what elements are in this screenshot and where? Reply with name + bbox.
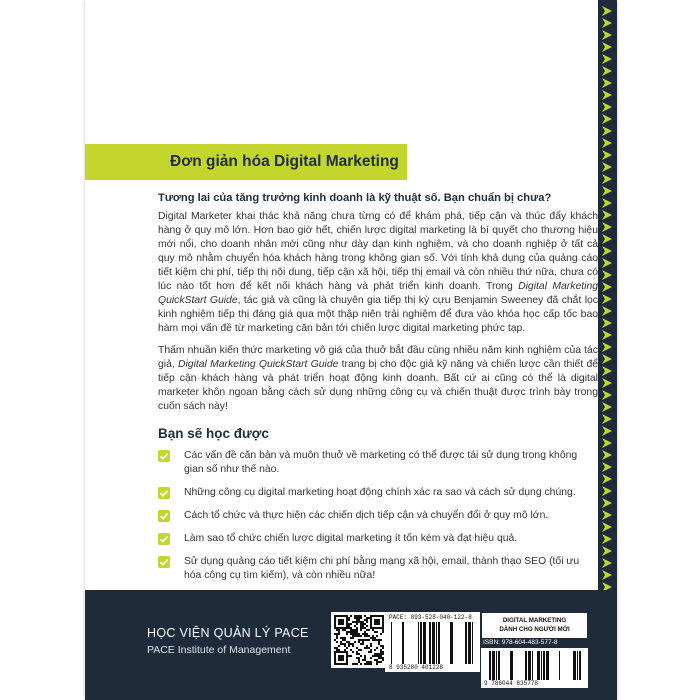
isbn-barcode [481,648,588,688]
learn-item-text: Làm sao tổ chức chiến lược digital marketing ít tốn kém và đạt hiệu quả. [184,533,518,544]
learn-item [158,509,598,523]
check-icon [158,556,170,568]
isbn-barcode-number: 9 786044 835778 [484,680,539,687]
book-title-line-2: DÀNH CHO NGƯỜI MỚI [499,626,570,633]
learn-item-text: Sử dụng quảng cáo tiết kiệm chi phí bằng mạng xã hội, email, thành thạo SEO (tối ưu hóa công cụ tìm kiếm), và còn nhiều nữa! [184,556,580,581]
learn-item-text: Những công cụ digital marketing hoạt động chính xác ra sao và cách sử dụng chúng. [184,487,576,498]
footer-band [85,590,617,700]
learn-item [158,449,598,477]
check-icon [158,533,170,545]
learn-item [158,532,598,546]
qr-pattern [334,615,384,665]
paragraph-2 [158,344,598,414]
check-icon [158,510,170,522]
publisher-name: HỌC VIỆN QUẢN LÝ PACE [147,626,309,640]
title-banner [85,144,407,180]
paragraph-1-text-b: , tác giả và cũng là chuyên gia tiếp thị kỳ cựu Benjamin Sweeney đã chắt lọc kinh nghiệm tiếp thị đáng giá qua một thập niên trải nghiệm để đưa vào khóa học cấp tốc bao hàm mọi vấn đề từ marketing căn bản tới chiến lược digital marketing phức tạp. [158,295,598,334]
learn-list [158,449,598,583]
chevron-strip [598,0,617,590]
banner-title: Đơn giản hóa Digital Marketing [170,153,399,170]
paragraph-1-text-a: Digital Marketer khai thác khả năng chưa từng có để khám phá, tiếp cận và thúc đẩy khách hàng ở quy mô lớn. Hơn bao giờ hết, chiến lược digital marketing là bí quyết cho thương hiệu mới nổi, cho doanh nhân mới cũng như dày dạn kinh nghiệm, và cho doanh nghiệp ở tất cả quy mô nhằm chuyển hóa khách hàng trong không gian số. Với tính khả dụng của quảng cáo tiết kiệm chi phí, tiếp thị nội dung, tiếp cận xã hội, tiếp thị email và còn nhiều thứ nữa, chưa có lúc nào tốt hơn để kết nối khách hàng và phát triển kinh doanh. Trong [158,211,598,292]
check-icon [158,450,170,462]
learn-item-text: Cách tổ chức và thực hiện các chiến dịch tiếp cận và chuyển đổi ở quy mô lớn. [184,510,549,521]
book-back-cover [85,0,617,700]
paragraph-1-book-title: Digital Marketing QuickStart Guide [158,281,598,306]
isbn-text: ISBN: 978-604-483-577-8 [483,639,558,646]
book-title-line-1: DIGITAL MARKETING [502,617,567,624]
book-title-box [481,612,588,639]
pace-barcode-label: PACE: 893-528-040-122-8 [389,614,472,621]
chevron-pattern [598,0,617,590]
pace-barcode-bars [385,612,480,672]
qr-code [331,612,387,668]
paragraph-2-text-a: Thấm nhuần kiến thức marketing vô giá của thuở bắt đầu cùng nhiều năm kinh nghiệm của tác giả, [158,345,598,370]
paragraph-2-book-title: Digital Marketing QuickStart Guide [177,359,339,370]
learn-item [158,486,598,500]
publisher-name-en: PACE Institute of Management [147,644,291,656]
lead-sentence: Tương lai của tăng trưởng kinh doanh là kỹ thuật số. Bạn chuẩn bị chưa? [158,192,552,204]
learn-item [158,555,598,583]
learn-item-text: Các vấn đề căn bản và muôn thuở về marketing có thể được tái sử dụng trong không gian số như thế nào. [184,450,578,475]
pace-barcode [385,612,480,672]
paragraph-1 [158,210,598,336]
paragraph-2-text-b: trang bị cho độc giả kỹ năng và chiến lược cần thiết để tiếp cận khách hàng và phát triển hoạt động kinh doanh. Bất cứ ai cũng có thể là digital marketer khôn ngoan bằng cách sử dụng những công cụ và chiến thuật được trình bày trong cuốn sách này! [158,359,599,412]
description [158,192,598,592]
check-icon [158,487,170,499]
pace-barcode-number: 8 935280 401228 [389,664,444,671]
learn-heading: Bạn sẽ học được [158,426,269,441]
